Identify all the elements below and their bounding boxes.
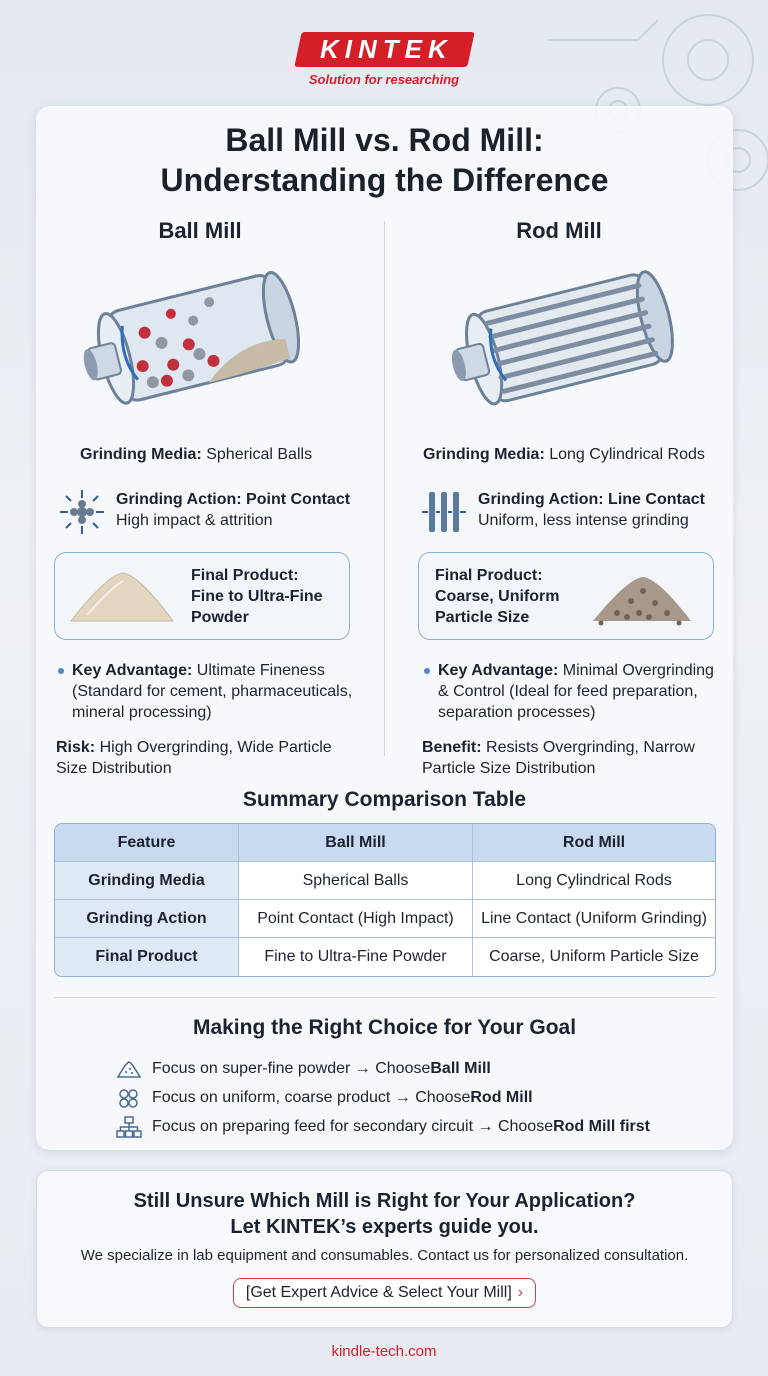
table-cell: Spherical Balls [239, 862, 473, 900]
table-cell: Line Contact (Uniform Grinding) [473, 900, 715, 938]
rod-mill-column [414, 216, 744, 779]
table-header-cell: Ball Mill [239, 824, 473, 862]
list-item: Focus on uniform, coarse product → Choose Rod Mill [116, 1083, 650, 1112]
logo-tagline: Solution for researching [308, 72, 460, 87]
table-row [55, 900, 715, 938]
rod-mill-benefit: Benefit: Resists Overgrinding, Narrow Particle Size Distribution [422, 739, 695, 777]
ball-mill-column [48, 216, 378, 779]
cta-card [36, 1170, 733, 1328]
rod-mill-advantage: Key Advantage: Minimal Overgrinding & Control (Ideal for feed preparation, separation processes) [414, 660, 744, 723]
list-item: Focus on super-fine powder → Choose Ball Mill [116, 1054, 650, 1083]
table-header-cell: Rod Mill [473, 824, 715, 862]
summary-title: Summary Comparison Table [242, 788, 527, 811]
footer-website-link[interactable]: kindle-tech.com [331, 1343, 437, 1360]
get-expert-advice-button[interactable] [233, 1278, 536, 1308]
ball-mill-risk: Risk: High Overgrinding, Wide Particle Size Distribution [56, 739, 332, 777]
choice-title: Making the Right Choice for Your Goal [192, 1016, 577, 1039]
table-row [55, 862, 715, 900]
ball-mill-action: Grinding Action: Point Contact High impact & attrition [48, 488, 378, 536]
ball-mill-advantage: Key Advantage: Ultimate Fineness (Standard for cement, pharmaceuticals, mineral processing) [48, 660, 378, 723]
cta-body: We specialize in lab equipment and consumables. Contact us for personalized consultation. [80, 1247, 689, 1264]
cta-heading: Still Unsure Which Mill is Right for Your Application? Let KINTEK’s experts guide you. [133, 1190, 636, 1238]
fine-powder-pile-icon [67, 565, 177, 629]
ball-mill-illustration-icon [78, 260, 318, 420]
table-cell: Final Product [55, 938, 239, 976]
comparison-card [36, 106, 733, 1150]
ball-mill-media: Grinding Media: Spherical Balls [80, 446, 313, 463]
table-cell: Fine to Ultra-Fine Powder [239, 938, 473, 976]
table-cell: Grinding Media [55, 862, 239, 900]
page-title: Ball Mill vs. Rod Mill: Understanding the Difference [160, 122, 609, 198]
table-cell: Grinding Action [55, 900, 239, 938]
rod-mill-title: Rod Mill [516, 218, 602, 243]
table-header-cell: Feature [55, 824, 239, 862]
particles-icon [116, 1088, 142, 1108]
logo-text: KINTEK [319, 34, 453, 64]
rod-mill-action: Grinding Action: Line Contact Uniform, less intense grinding [414, 488, 744, 536]
line-contact-icon [420, 488, 468, 536]
rod-mill-illustration-icon [444, 260, 694, 420]
ball-mill-product-box: Final Product: Fine to Ultra-Fine Powder [54, 552, 350, 640]
table-cell: Long Cylindrical Rods [473, 862, 715, 900]
hierarchy-icon [116, 1116, 142, 1138]
choice-list [116, 1054, 650, 1141]
table-cell: Point Contact (High Impact) [239, 900, 473, 938]
ball-mill-title: Ball Mill [158, 218, 242, 243]
point-contact-icon [58, 488, 106, 536]
rod-mill-media: Grinding Media: Long Cylindrical Rods [423, 446, 705, 463]
table-row [55, 938, 715, 976]
list-item: Focus on preparing feed for secondary circuit → Choose Rod Mill first [116, 1112, 650, 1141]
rod-mill-product-box: Final Product: Coarse, Uniform Particle Size [418, 552, 714, 640]
chevron-right-icon: › [517, 1284, 524, 1301]
button-label: [Get Expert Advice & Select Your Mill] [245, 1284, 512, 1301]
column-divider [384, 221, 385, 756]
powder-pile-icon [116, 1059, 142, 1079]
table-cell: Coarse, Uniform Particle Size [489, 948, 699, 965]
table-header-row [55, 824, 715, 862]
comparison-table [54, 823, 716, 977]
coarse-particles-pile-icon [587, 565, 697, 629]
section-divider [54, 997, 716, 998]
brand-logo [0, 32, 768, 87]
